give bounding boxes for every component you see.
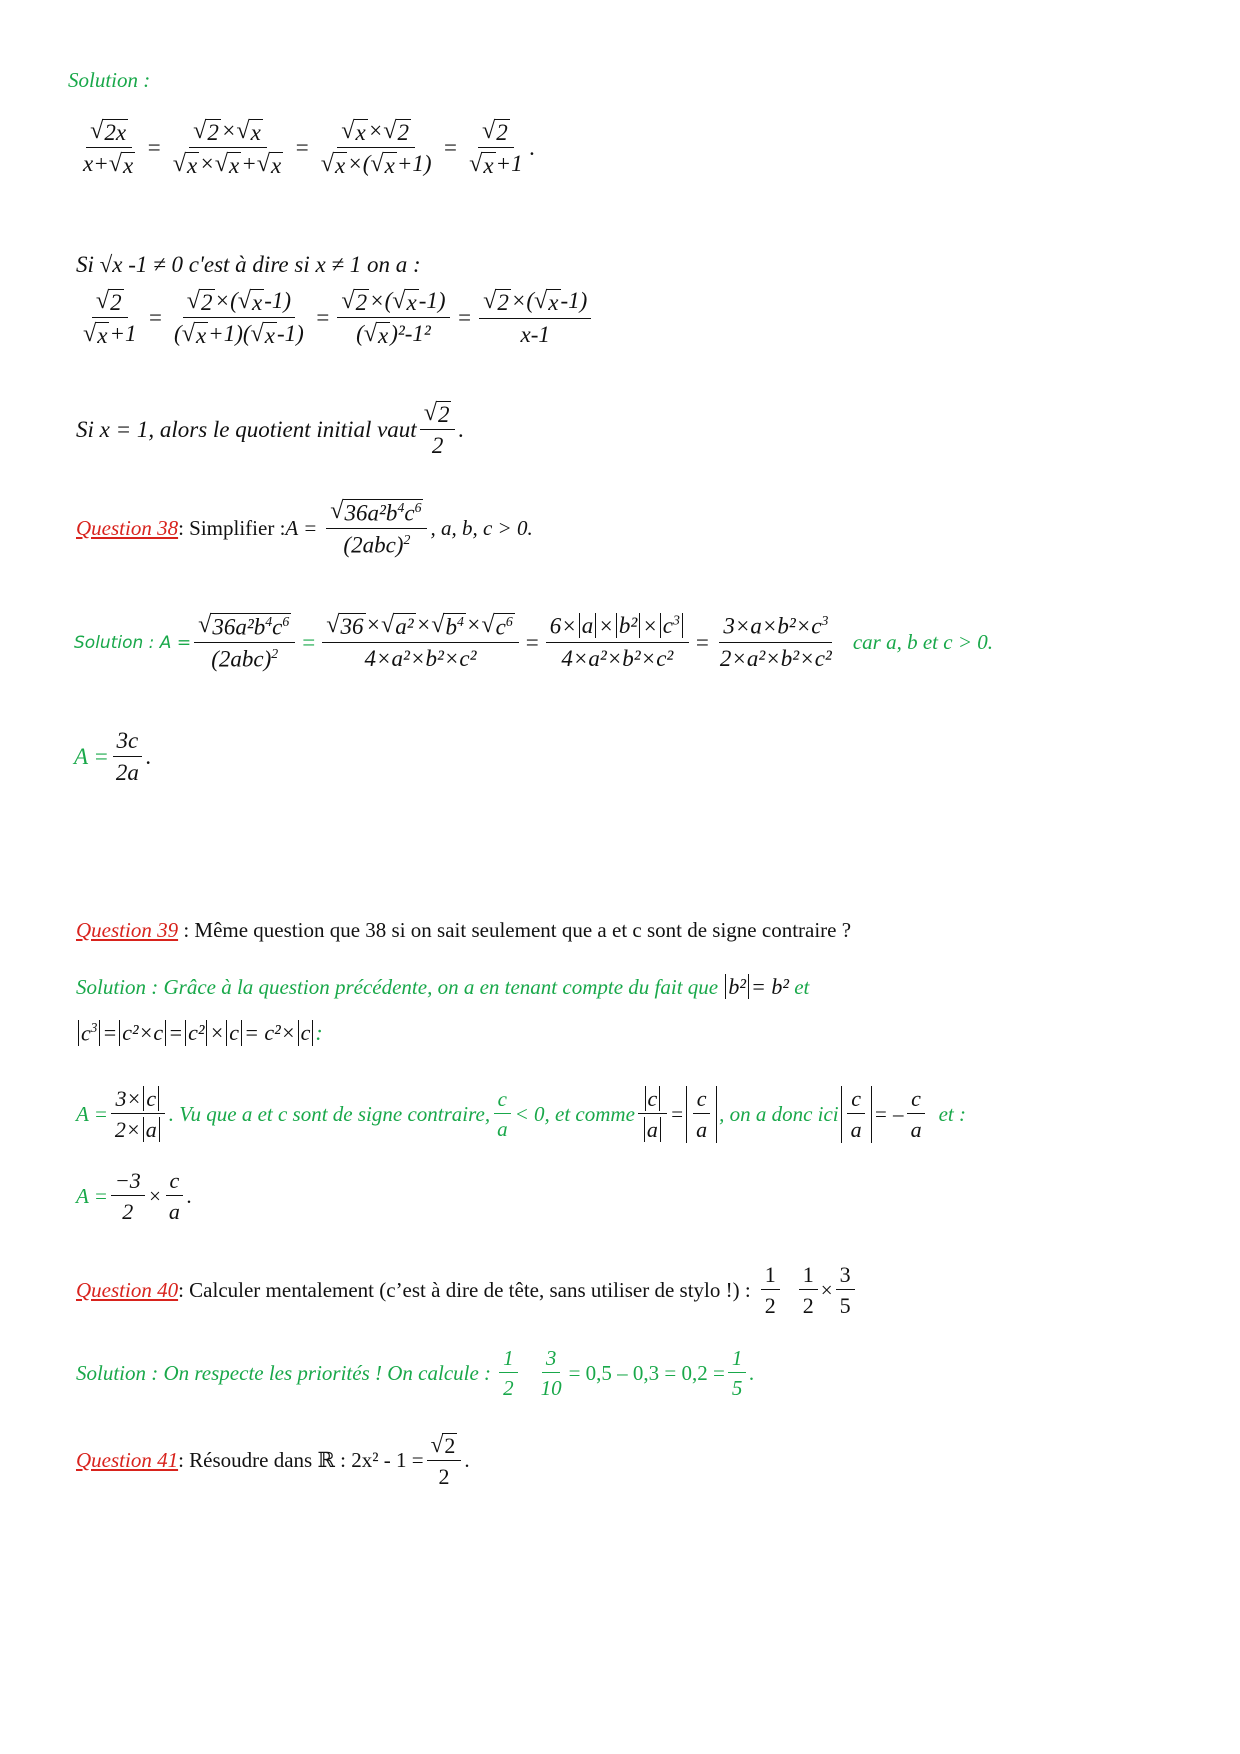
solution-39-line-2: $c^3$ = c²×c = c² × c = c²× c : <box>76 1020 323 1046</box>
question-39-label: Question 39 <box>76 918 179 942</box>
x-equals-1-text: Si x = 1, alors le quotient initial vaut <box>76 416 417 442</box>
vu-que-text: . Vu que a et c sont de signe contraire, <box>168 1101 491 1126</box>
solution-38: Solution : A = √ $36a^2b^4c^6$ $(2abc)^2$ = √ 36 × √ a² × √ $b^4$ × √ $c^6$ 4×a²×b²×c² = $\frac{6\times a \times b^2 \times c^3}{\text{4×a²×b²×c²}}$ = $\frac{3\times a\times b^2\times c^3}{\text{2×a²×b²×c²}}$ car a, b et c > 0. <box>74 611 993 672</box>
question-41-label: Question 41 <box>76 1448 179 1473</box>
question-38-label: Question 38 <box>76 516 179 541</box>
x-equals-1-line: Si x = 1, alors le quotient initial vaut √ 2 2 . <box>76 399 465 459</box>
question-38-text: : Simplifier : <box>178 516 286 541</box>
equation-2: √ 2 √ x +1 = √ 2 ×( √ x -1) ( √ x +1)( √ x -1) = √ 2 ×( √ x -1) ( √ x )²-1² = √ 2 ×( √ x -1) x-1 <box>76 288 594 349</box>
solution-38-condition: car a, b et c > 0. <box>852 630 993 655</box>
question-38: Question 38 : Simplifier : A = √ $36a^2b^4c^6$ $(2abc)^2$ , a, b, c > 0. <box>76 497 533 558</box>
et-comme-text: < 0, et comme <box>514 1101 635 1126</box>
solution-40-chain: = 0,5 – 0,3 = 0,2 = <box>568 1360 725 1385</box>
equation-1: √ 2x x+ √ x = √ 2 × √ x √ x × √ x + √ x = √ x × √ 2 √ x ×( √ x +1) = √ 2 √ x +1 . <box>83 117 536 179</box>
question-38-condition: , a, b, c > 0. <box>430 516 533 541</box>
solution-39-line-3: A = $\frac{3\times c}{2\times a}$ . Vu que a et c sont de signe contraire, $\frac{c}{a}$ < 0, et comme $\frac{c}{a}$ = $\frac{c}{a}$ , on a donc ici $\frac{c}{a}$ = – $\frac{c}{a}$ et : <box>76 1086 966 1143</box>
question-40-text: : Calculer mentalement (c’est à dire de tête, sans utiliser de stylo !) : <box>178 1277 751 1302</box>
question-40: Question 40 : Calculer mentalement (c’est à dire de tête, sans utiliser de stylo !) : $\frac{1}{2}$ $\frac{1}{2}$ × $\frac{3}{5}$ <box>76 1262 858 1319</box>
solution-40: Solution : On respecte les priorités ! On calcule : $\frac{1}{2}$ $\frac{3}{10}$ = 0,5 – 0,3 = 0,2 = $\frac{1}{5}$ . <box>76 1346 755 1401</box>
question-41-text: : Résoudre dans ℝ : 2x² - 1 = <box>178 1448 424 1473</box>
donc-ici-text: , on a donc ici <box>719 1101 839 1126</box>
condition-text: Si √x -1 ≠ 0 c'est à dire si x ≠ 1 on a : <box>76 252 421 277</box>
question-40-label: Question 40 <box>76 1277 179 1302</box>
question-39 <box>76 918 851 943</box>
condition-line <box>76 252 421 278</box>
solution-38-label: Solution : A = <box>74 632 192 653</box>
solution-heading <box>68 68 150 93</box>
et-text: et : <box>938 1101 966 1126</box>
solution-39-text: Solution : Grâce à la question précédente, on a en tenant compte du fait que <box>76 975 719 999</box>
solution-label: Solution : <box>68 68 151 92</box>
question-41: Question 41 : Résoudre dans ℝ : 2x² - 1 = √ 2 2 . <box>76 1431 470 1490</box>
result-38: A = $\frac{3c}{2a}$ . <box>74 728 152 786</box>
result-39: A = $\frac{-3}{2}$ × $\frac{c}{a}$ . <box>76 1168 193 1225</box>
solution-39-line-1: Solution : Grâce à la question précédente, on a en tenant compte du fait que b² = b² et <box>76 974 810 999</box>
solution-40-text: Solution : On respecte les priorités ! On calcule : <box>76 1360 492 1385</box>
question-39-text: : Même question que 38 si on sait seulement que a et c sont de signe contraire ? <box>183 918 852 942</box>
